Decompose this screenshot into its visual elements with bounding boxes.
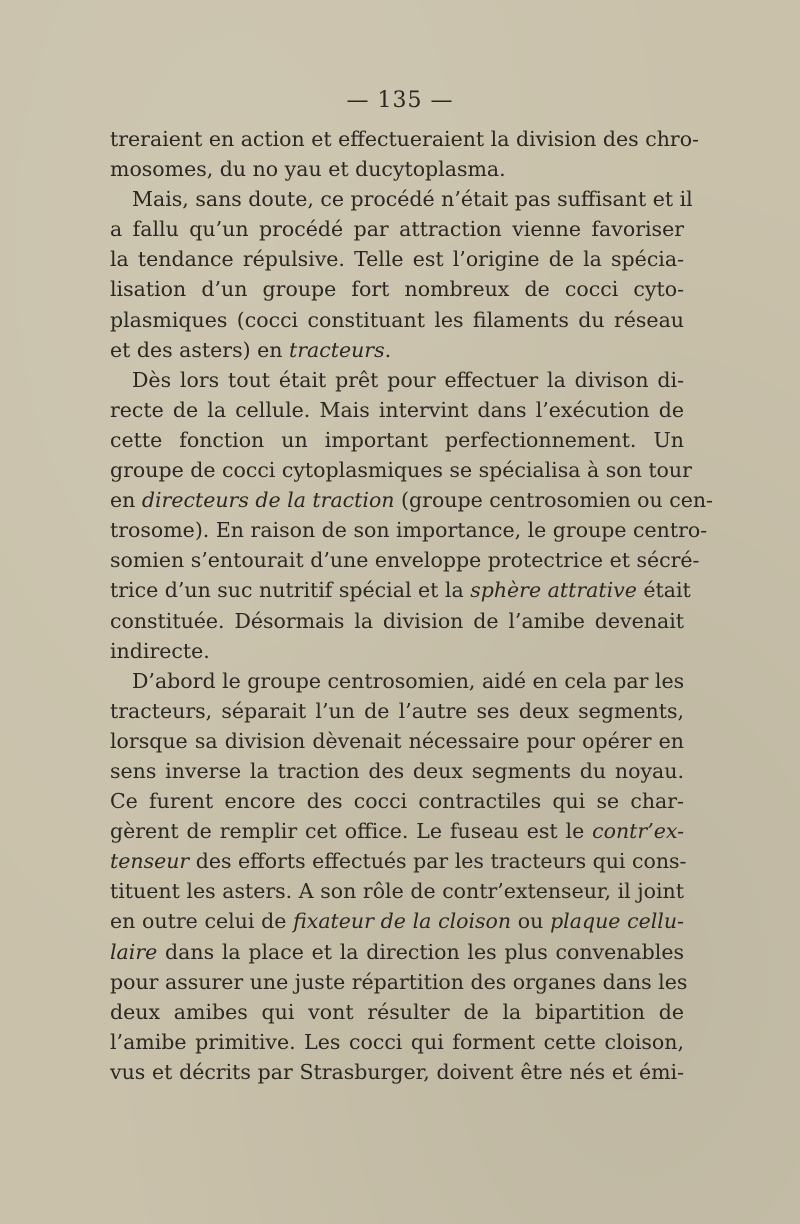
- text-line: [110, 636, 684, 666]
- text-segment: pour assurer une juste répartition des organes dans les: [110, 969, 688, 994]
- text-segment: deux amibes qui vont résulter de la bipartition de: [110, 999, 684, 1024]
- text-segment: des efforts effectués par les tracteurs qui cons-: [189, 849, 687, 874]
- text-segment: ou: [511, 909, 551, 934]
- text-segment: dans la place et la direction les plus convenables: [157, 939, 684, 964]
- text-line: [110, 455, 692, 485]
- text-line: [110, 124, 699, 154]
- text-line: [110, 305, 684, 335]
- text-line: [110, 1057, 684, 1087]
- text-segment: l’amibe primitive. Les cocci qui forment cette cloison,: [110, 1029, 684, 1054]
- text-line: [110, 244, 684, 274]
- text-line: [110, 515, 708, 545]
- text-segment: la tendance répulsive. Telle est l’origine de la spécia-: [110, 247, 684, 272]
- text-line: [110, 816, 684, 846]
- text-segment: cette fonction un important perfectionnement. Un: [110, 427, 684, 452]
- text-line: [110, 274, 684, 304]
- text-line: [110, 425, 684, 455]
- text-line: [110, 575, 691, 605]
- text-line: [110, 335, 684, 365]
- text-line: [110, 666, 684, 696]
- text-segment: lorsque sa division dèvenait nécessaire pour opérer en: [110, 728, 684, 753]
- text-line: [110, 214, 684, 244]
- text-segment: en outre celui de: [110, 909, 294, 934]
- text-segment: .: [384, 337, 392, 362]
- italic-text: fixateur de la cloison: [293, 909, 512, 934]
- text-segment: trosome). En raison de son importance, le groupe centro-: [110, 518, 708, 543]
- italic-text: contr’ex-: [592, 819, 684, 844]
- text-line: [110, 1027, 684, 1057]
- text-segment: constituée. Désormais la division de l’amibe devenait: [110, 608, 684, 633]
- text-line: [110, 184, 693, 214]
- text-segment: somien s’entourait d’une enveloppe protectrice et sécré-: [110, 548, 700, 573]
- italic-text: plaque cellu-: [550, 909, 684, 934]
- text-segment: D’abord le groupe centrosomien, aidé en cela par les: [132, 668, 685, 693]
- text-line: [110, 485, 713, 515]
- text-segment: tituent les asters. A son rôle de contr’extenseur, il joint: [110, 879, 684, 904]
- text-line: [110, 606, 684, 636]
- page-number: — 135 —: [346, 88, 454, 113]
- text-segment: Mais, sans doute, ce procédé n’était pas suffisant et il: [132, 187, 693, 212]
- text-segment: mosomes, du no yau et ducytoplasma.: [110, 157, 506, 182]
- text-line: [110, 726, 684, 756]
- text-segment: en: [110, 488, 142, 513]
- text-segment: Dès lors tout était prêt pour effectuer la divison di-: [132, 367, 684, 392]
- text-line: [110, 846, 687, 876]
- text-segment: tracteurs, séparait l’un de l’autre ses deux segments,: [110, 698, 684, 723]
- text-line: [110, 154, 684, 184]
- text-segment: vus et décrits par Strasburger, doivent être nés et émi-: [110, 1059, 684, 1084]
- text-segment: sens inverse la traction des deux segments du noyau.: [110, 758, 684, 783]
- text-line: [110, 967, 688, 997]
- italic-text: laire: [110, 939, 158, 964]
- text-segment: recte de la cellule. Mais intervint dans l’exécution de: [110, 397, 684, 422]
- text-segment: indirecte.: [110, 638, 210, 663]
- text-segment: groupe de cocci cytoplasmiques se spécialisa à son tour: [110, 458, 692, 483]
- text-line: [110, 906, 684, 936]
- italic-text: tracteurs: [288, 337, 385, 362]
- text-line: [110, 696, 684, 726]
- text-line: [110, 997, 684, 1027]
- text-line: [110, 545, 700, 575]
- text-segment: gèrent de remplir cet office. Le fuseau est le: [110, 819, 593, 844]
- text-line: [110, 395, 684, 425]
- italic-text: tenseur: [110, 849, 190, 874]
- text-segment: a fallu qu’un procédé par attraction vienne favoriser: [110, 217, 684, 242]
- italic-text: sphère attrative: [470, 578, 637, 603]
- text-segment: trice d’un suc nutritif spécial et la: [110, 578, 471, 603]
- body-text: [110, 124, 713, 1087]
- text-line: [110, 365, 684, 395]
- text-segment: treraient en action et effectueraient la division des chro-: [110, 127, 699, 151]
- text-line: [110, 937, 684, 967]
- text-segment: lisation d’un groupe fort nombreux de cocci cyto-: [110, 277, 684, 302]
- text-segment: et des asters) en: [110, 337, 289, 362]
- text-segment: était: [636, 578, 691, 603]
- text-segment: (groupe centrosomien ou cen-: [394, 488, 713, 513]
- italic-text: directeurs de la traction: [141, 488, 395, 513]
- text-line: [110, 756, 684, 786]
- text-line: [110, 876, 684, 906]
- text-segment: Ce furent encore des cocci contractiles qui se char-: [110, 789, 684, 814]
- text-segment: plasmiques (cocci constituant les filaments du réseau: [110, 307, 684, 332]
- text-line: [110, 786, 684, 816]
